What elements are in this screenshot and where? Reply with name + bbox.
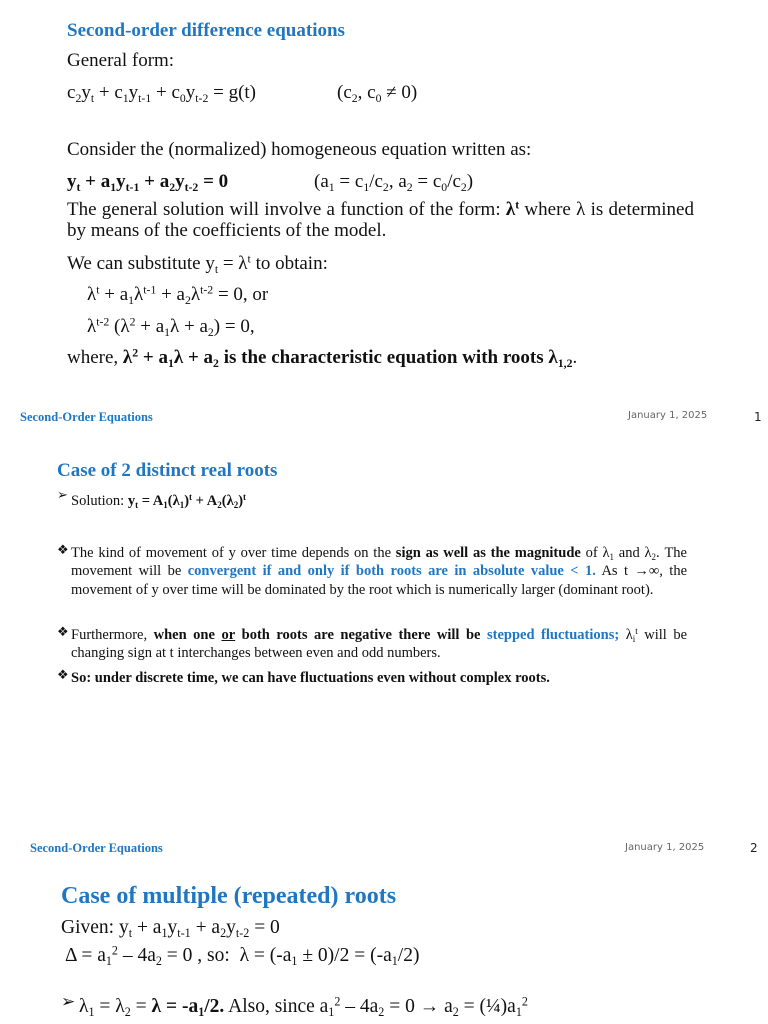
conclusion-text: So: under discrete time, we can have fluctuations even without complex roots.	[71, 670, 550, 686]
fluctuation-paragraph: Furthermore, when one or both roots are negative there will be stepped fluctuations; $\lambda_i^t$ will be changing sign at t interchanges between even and odd numbers.	[71, 626, 688, 662]
also-text: Also, since	[228, 996, 315, 1017]
arrow-bullet-icon: ➢	[57, 488, 68, 503]
p1-text-a: The kind of movement of y over time depends on the	[71, 545, 392, 561]
slide2-title: Case of 2 distinct real roots	[57, 460, 278, 481]
p2-bold-a: when one	[153, 627, 215, 643]
general-form-label: General form:	[67, 50, 175, 71]
p1-text-d: As t →∞, the movement of y over time will be dominated by the root which is numerically larger (dominant root).	[71, 563, 688, 598]
p1-convergence-highlight: convergent if and only if both roots are in absolute value < 1.	[187, 563, 596, 580]
given-equation: Given: $y_t + a_1y_{t-1} + a_2y_{t-2} = 0$	[61, 917, 280, 941]
normalized-coefficients: ($a_1 = c_1/c_2$, $a_2 = c_0/c_2$)	[314, 171, 474, 195]
characteristic-equation-line: where, $\lambda^2 + a_1\lambda + a_2$ is the characteristic equation with roots $\lambda_{1,2}$.	[67, 346, 578, 371]
consider-text: Consider the (normalized) homogeneous equation written as:	[67, 139, 532, 160]
diamond-bullet-icon: ❖	[57, 625, 69, 640]
p1-bold: sign as well as the magnitude	[395, 545, 581, 561]
general-form-equation: $c_2y_t + c_1y_{t-1} + c_0y_{t-2} = g(t)$	[67, 82, 257, 106]
footer-page-number: 1	[754, 410, 762, 424]
slide3-title: Case of multiple (repeated) roots	[61, 883, 397, 909]
arrow-bullet-icon: ➢	[61, 992, 76, 1012]
footer-title: Second-Order Equations	[30, 841, 163, 855]
general-solution-paragraph: The general solution will involve a function of the form: $\lambda^t$ where λ is determined by means of the coefficients of the model.	[67, 198, 694, 241]
homogeneous-equation: $y_t + a_1y_{t-1} + a_2y_{t-2} = 0$	[67, 171, 229, 195]
slide1-title: Second-order difference equations	[67, 20, 345, 41]
char-eq-text: is the characteristic equation with roots	[223, 347, 544, 368]
where-text: where,	[67, 347, 119, 368]
obtain-text: to obtain:	[255, 253, 328, 274]
diamond-bullet-icon: ❖	[57, 543, 69, 558]
p2-text-b: will be changing sign at t interchanges between even and odd numbers.	[71, 627, 688, 662]
substituted-equation: $\lambda^t + a_1\lambda^{t-1} + a_2\lambda^{t-2} = 0$, or	[87, 283, 269, 308]
solution-line: Solution: $y_t = A_1(\lambda_1)^t + A_2(\lambda_2)^t$	[71, 492, 247, 511]
determined-text: is determined by means of the coefficients of the model.	[67, 199, 694, 241]
p1-and: and	[618, 545, 640, 561]
eq-or-text: = 0, or	[217, 284, 269, 305]
p1-text-b: of	[585, 545, 598, 561]
substitute-line: We can substitute $y_t = \lambda^t$ to obtain:	[67, 252, 328, 277]
given-label: Given:	[61, 917, 115, 938]
footer-title: Second-Order Equations	[20, 410, 153, 424]
solution-label: Solution:	[71, 493, 125, 509]
p2-text-a: Furthermore,	[71, 627, 148, 643]
footer-date: January 1, 2025	[625, 842, 705, 853]
general-form-condition: ($c_2$, $c_0 \ne 0$)	[337, 82, 418, 106]
delta-equation: $\Delta = a_1^2 - 4a_2 = 0$ , so: $\lambda = (-a_1 \pm 0)/2 = (-a_1/2)$	[65, 943, 420, 969]
p2-stepped-highlight: stepped fluctuations;	[487, 627, 620, 643]
factored-equation: $\lambda^{t-2}$ $(\lambda^2 + a_1\lambda + a_2) = 0$,	[87, 315, 255, 340]
substitute-text: We can substitute	[67, 253, 201, 274]
footer-date: January 1, 2025	[628, 410, 708, 421]
general-solution-text: The general solution will involve a function of the form:	[67, 199, 501, 220]
conclusion-line	[71, 669, 550, 687]
p2-bold-b: both roots are negative there will be	[241, 627, 481, 643]
repeated-root-line: $\lambda_1 = \lambda_2 = \lambda = -a_1/2$. Also, since $a_1^2 - 4a_2 = 0 \to a_2$ = $(\frac{1}{4})a_1^2$	[79, 994, 528, 1020]
footer-page-number: 2	[750, 841, 758, 855]
delta-so-text: , so:	[197, 945, 230, 966]
diamond-bullet-icon: ❖	[57, 668, 69, 683]
movement-paragraph: The kind of movement of y over time depends on the sign as well as the magnitude of $\lambda_1$ and $\lambda_2$. The movement will be convergent if and only if both roots are in absolute value < 1. As t →∞, the movement of y over time will be dominated by the root which is numerically larger (dominant root).	[71, 545, 688, 598]
p2-bold-or: or	[221, 627, 236, 643]
p1-text-c: . The movement will be	[71, 545, 687, 580]
